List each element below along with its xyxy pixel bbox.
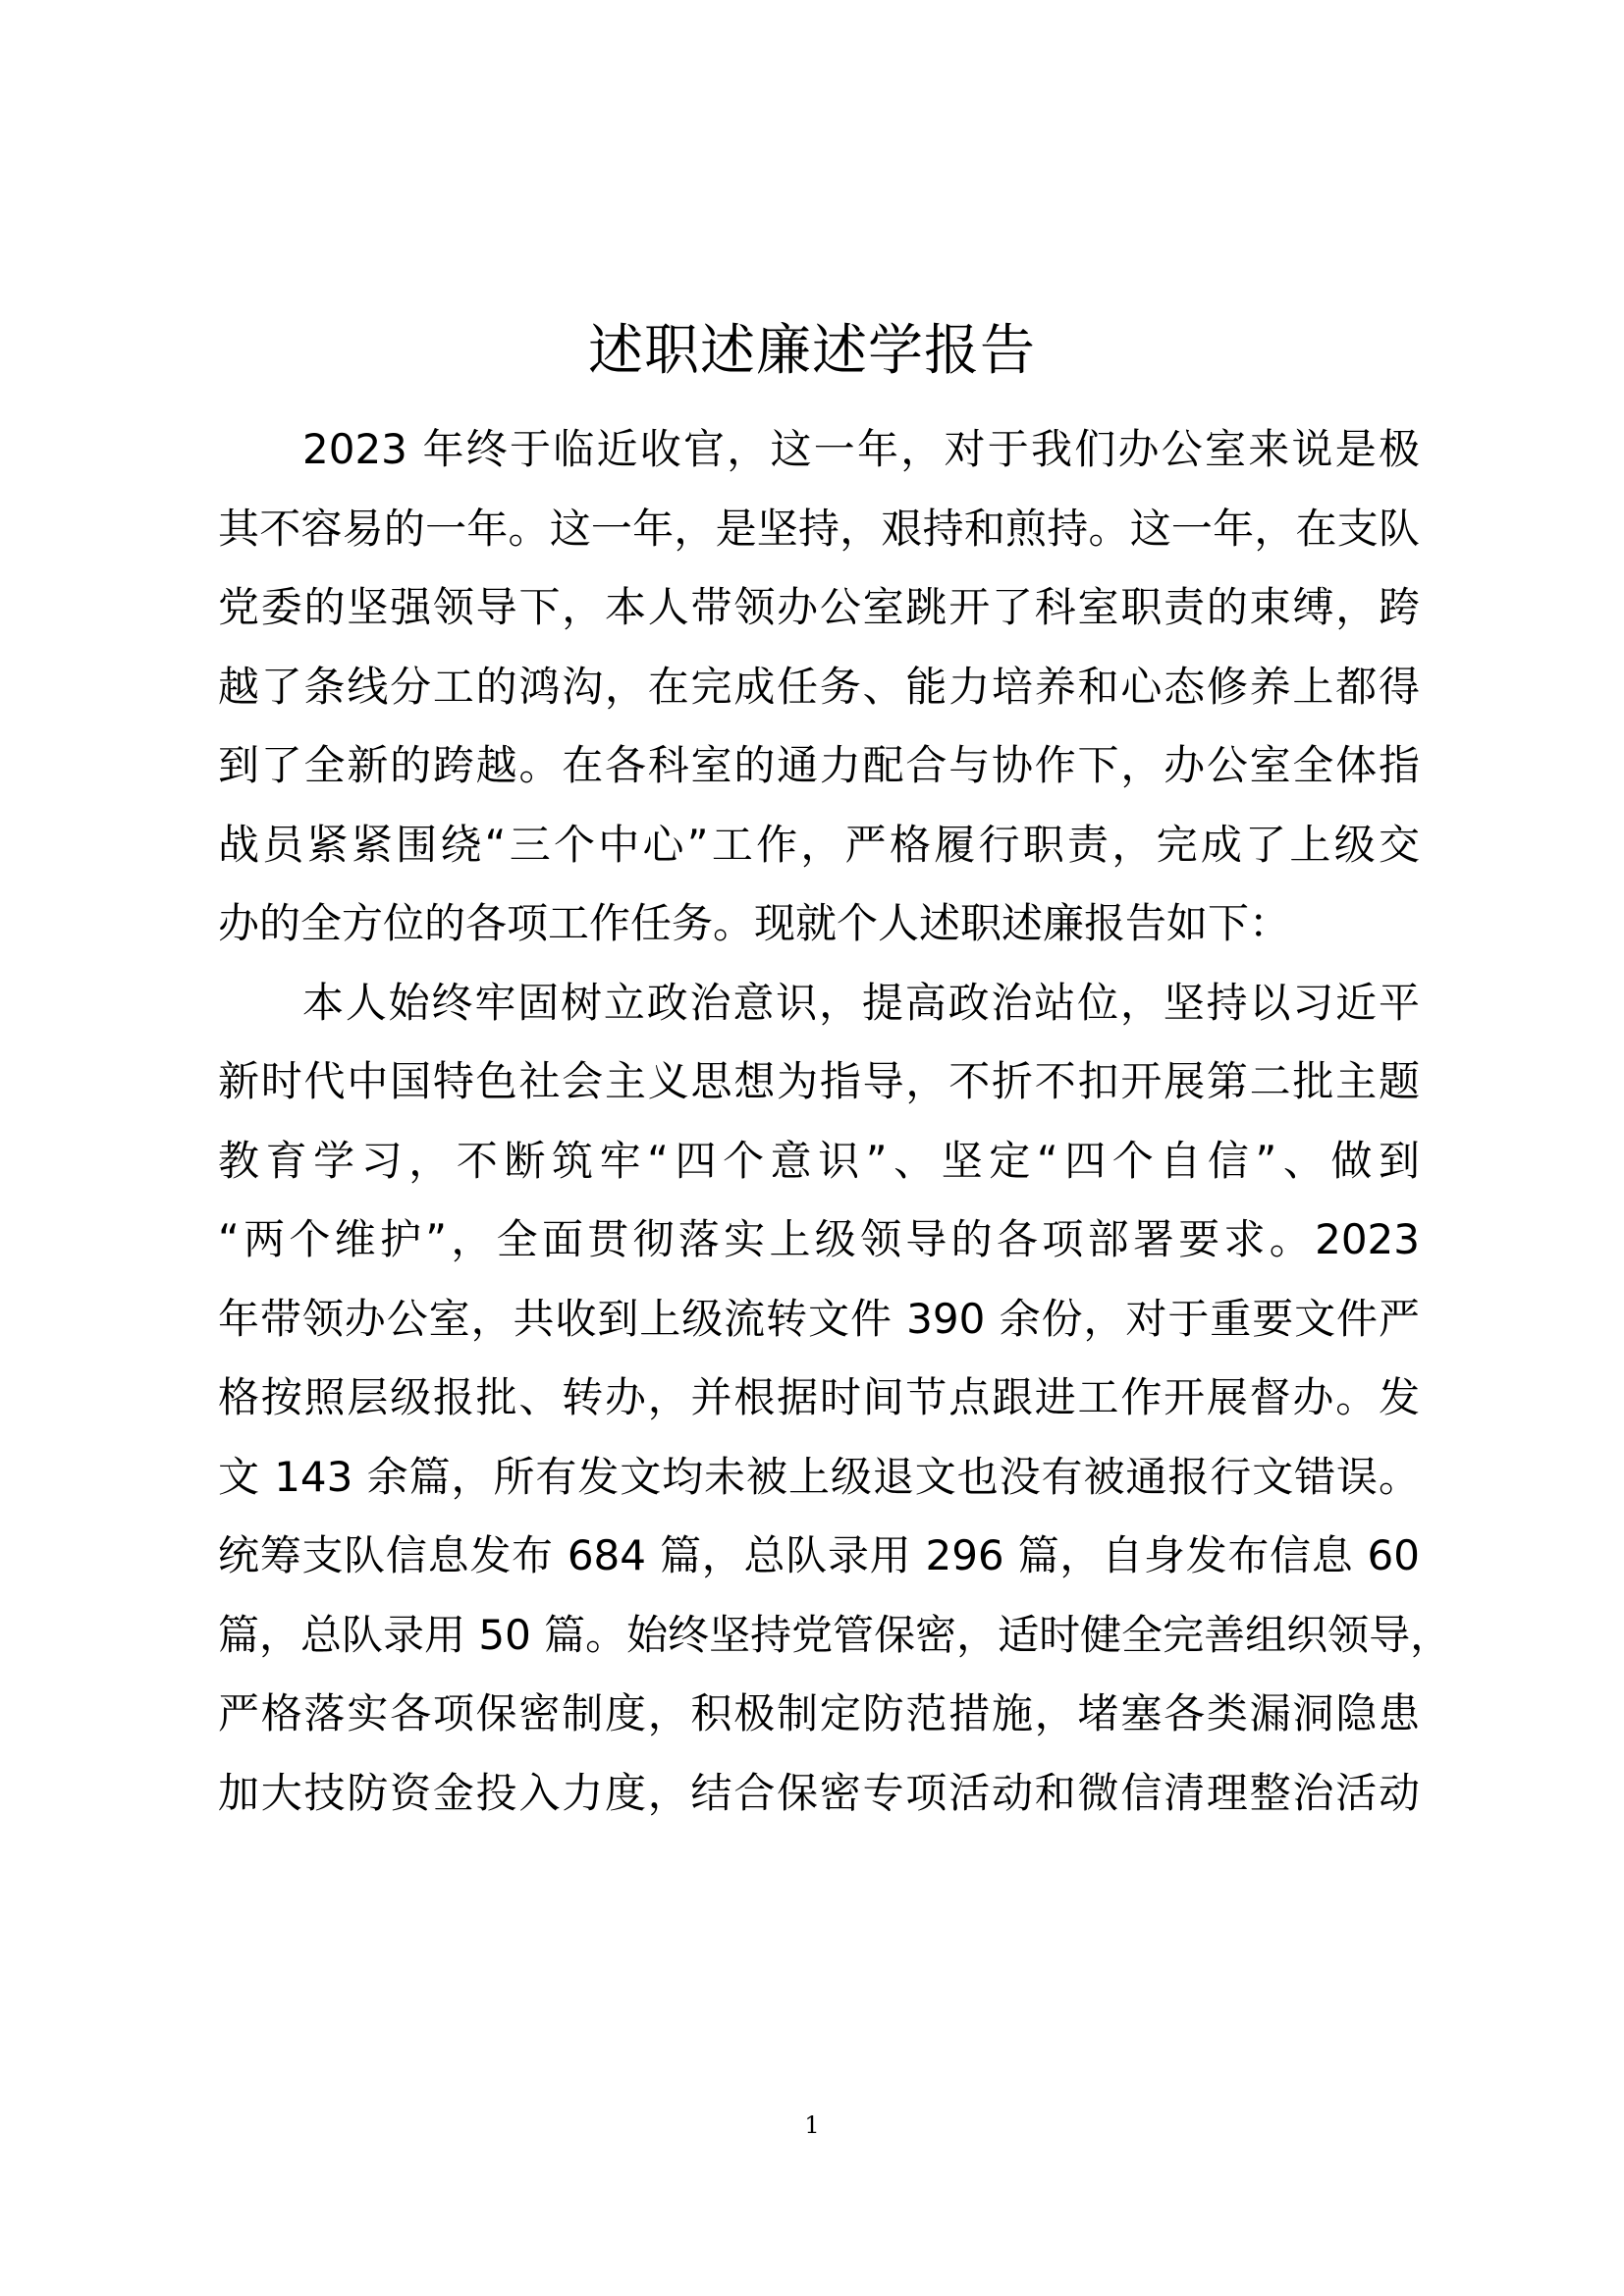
text-line: 党委的坚强领导下，本人带领办公室跳开了科室职责的束缚，跨 (218, 583, 1420, 631)
text-line: 战员紧紧围绕“三个中心”工作，严格履行职责，完成了上级交 (218, 820, 1420, 869)
text-line: 严格落实各项保密制度，积极制定防范措施，堵塞各类漏洞隐患 (218, 1689, 1420, 1737)
document-title: 述职述廉述学报告 (588, 319, 1036, 383)
text-line: 其不容易的一年。这一年，是坚持，艰持和煎持。这一年，在支队 (218, 504, 1420, 553)
text-line: 文 143 余篇，所有发文均未被上级退文也没有被通报行文错误。 (218, 1452, 1420, 1501)
text-line: 2023 年终于临近收官，这一年，对于我们办公室来说是极 (302, 425, 1420, 473)
text-line: 新时代中国特色社会主义思想为指导，不折不扣开展第二批主题 (218, 1057, 1420, 1105)
text-line: 越了条线分工的鸿沟，在完成任务、能力培养和心态修养上都得 (218, 662, 1420, 711)
text-line: 篇，总队录用 50 篇。始终坚持党管保密，适时健全完善组织领导， (218, 1610, 1452, 1659)
paragraph-political-work (218, 964, 1452, 1834)
text-line: 年带领办公室，共收到上级流转文件 390 余份，对于重要文件严 (218, 1294, 1420, 1343)
page-number: 1 (804, 2111, 820, 2139)
text-line: 办的全方位的各项工作任务。现就个人述职述廉报告如下： (218, 899, 1291, 947)
text-line: 统筹支队信息发布 684 篇，总队录用 296 篇，自身发布信息 60 (218, 1531, 1420, 1579)
paragraph-intro (218, 410, 1420, 964)
text-line: “两个维护”，全面贯彻落实上级领导的各项部署要求。2023 (218, 1215, 1420, 1263)
text-line: 教育学习，不断筑牢“四个意识”、坚定“四个自信”、做到 (218, 1136, 1420, 1185)
text-line: 本人始终牢固树立政治意识，提高政治站位，坚持以习近平 (302, 978, 1420, 1027)
text-line: 加大技防资金投入力度，结合保密专项活动和微信清理整治活动 (218, 1768, 1420, 1817)
document-body (218, 410, 1452, 1833)
text-line: 格按照层级报批、转办，并根据时间节点跟进工作开展督办。发 (218, 1373, 1420, 1421)
text-line: 到了全新的跨越。在各科室的通力配合与协作下，办公室全体指 (218, 741, 1420, 789)
